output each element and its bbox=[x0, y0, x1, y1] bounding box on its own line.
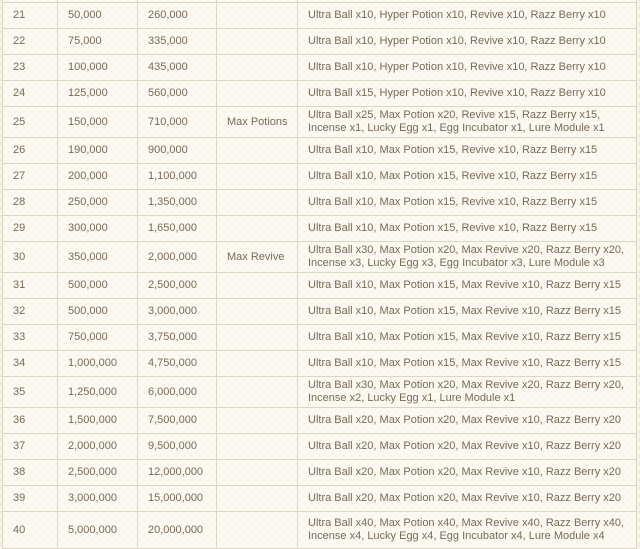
total-xp-cell: 3,000,000 bbox=[138, 299, 217, 325]
total-xp-cell: 900,000 bbox=[138, 138, 217, 164]
unlock-cell bbox=[217, 460, 298, 486]
table-row bbox=[3, 351, 637, 377]
level-cell: 28 bbox=[3, 190, 58, 216]
level-cell: 25 bbox=[3, 107, 58, 138]
xp-required-cell: 2,500,000 bbox=[58, 460, 138, 486]
level-cell: 40 bbox=[3, 512, 58, 549]
rewards-cell: Ultra Ball x30, Max Potion x20, Max Revive x20, Razz Berry x20, Incense x3, Lucky Egg x3, Egg Incubator x3, Lure Module x3 bbox=[298, 242, 637, 273]
xp-required-cell: 125,000 bbox=[58, 81, 138, 107]
xp-required-cell: 2,000,000 bbox=[58, 434, 138, 460]
total-xp-cell: 1,100,000 bbox=[138, 164, 217, 190]
xp-required-cell: 200,000 bbox=[58, 164, 138, 190]
table-row bbox=[3, 81, 637, 107]
xp-required-cell: 1,000,000 bbox=[58, 351, 138, 377]
unlock-cell bbox=[217, 273, 298, 299]
total-xp-cell: 710,000 bbox=[138, 107, 217, 138]
unlock-cell bbox=[217, 164, 298, 190]
table-row bbox=[3, 55, 637, 81]
table-row bbox=[3, 164, 637, 190]
level-cell: 36 bbox=[3, 408, 58, 434]
total-xp-cell: 15,000,000 bbox=[138, 486, 217, 512]
total-xp-cell: 7,500,000 bbox=[138, 408, 217, 434]
level-cell: 32 bbox=[3, 299, 58, 325]
unlock-cell bbox=[217, 434, 298, 460]
unlock-cell bbox=[217, 29, 298, 55]
xp-required-cell: 500,000 bbox=[58, 273, 138, 299]
level-cell: 29 bbox=[3, 216, 58, 242]
rewards-cell: Ultra Ball x40, Max Potion x40, Max Revive x40, Razz Berry x40, Incense x4, Lucky Egg x4, Egg Incubator x4, Lure Module x4 bbox=[298, 512, 637, 549]
unlock-cell bbox=[217, 377, 298, 408]
total-xp-cell: 6,000,000 bbox=[138, 377, 217, 408]
table-row bbox=[3, 29, 637, 55]
level-cell: 35 bbox=[3, 377, 58, 408]
rewards-cell: Ultra Ball x15, Hyper Potion x10, Revive x10, Razz Berry x10 bbox=[298, 81, 637, 107]
xp-required-cell: 250,000 bbox=[58, 190, 138, 216]
table-row bbox=[3, 273, 637, 299]
table-row bbox=[3, 242, 637, 273]
rewards-cell: Ultra Ball x10, Max Potion x15, Revive x10, Razz Berry x15 bbox=[298, 164, 637, 190]
unlock-cell: Max Potions bbox=[217, 107, 298, 138]
level-cell: 22 bbox=[3, 29, 58, 55]
table-row bbox=[3, 377, 637, 408]
xp-required-cell: 500,000 bbox=[58, 299, 138, 325]
rewards-cell: Ultra Ball x10, Hyper Potion x10, Revive x10, Razz Berry x10 bbox=[298, 55, 637, 81]
xp-required-cell: 150,000 bbox=[58, 107, 138, 138]
rewards-cell: Ultra Ball x20, Max Potion x20, Max Revive x10, Razz Berry x20 bbox=[298, 486, 637, 512]
level-cell: 37 bbox=[3, 434, 58, 460]
xp-required-cell: 1,250,000 bbox=[58, 377, 138, 408]
rewards-cell: Ultra Ball x10, Max Potion x15, Max Revive x10, Razz Berry x15 bbox=[298, 351, 637, 377]
total-xp-cell: 20,000,000 bbox=[138, 512, 217, 549]
rewards-cell: Ultra Ball x10, Hyper Potion x10, Revive x10, Razz Berry x10 bbox=[298, 3, 637, 29]
unlock-cell bbox=[217, 55, 298, 81]
level-cell: 26 bbox=[3, 138, 58, 164]
xp-required-cell: 750,000 bbox=[58, 325, 138, 351]
rewards-cell: Ultra Ball x10, Hyper Potion x10, Revive x10, Razz Berry x10 bbox=[298, 29, 637, 55]
xp-required-cell: 350,000 bbox=[58, 242, 138, 273]
table-row bbox=[3, 486, 637, 512]
table-row bbox=[3, 512, 637, 549]
level-cell: 34 bbox=[3, 351, 58, 377]
level-cell: 27 bbox=[3, 164, 58, 190]
xp-required-cell: 5,000,000 bbox=[58, 512, 138, 549]
table-row bbox=[3, 434, 637, 460]
rewards-cell: Ultra Ball x20, Max Potion x20, Max Revive x10, Razz Berry x20 bbox=[298, 408, 637, 434]
level-cell: 33 bbox=[3, 325, 58, 351]
rewards-cell: Ultra Ball x10, Max Potion x15, Revive x10, Razz Berry x15 bbox=[298, 190, 637, 216]
unlock-cell bbox=[217, 3, 298, 29]
xp-required-cell: 1,500,000 bbox=[58, 408, 138, 434]
total-xp-cell: 2,500,000 bbox=[138, 273, 217, 299]
unlock-cell bbox=[217, 486, 298, 512]
level-cell: 23 bbox=[3, 55, 58, 81]
trainer-level-rewards-table bbox=[2, 0, 637, 549]
total-xp-cell: 4,750,000 bbox=[138, 351, 217, 377]
unlock-cell bbox=[217, 216, 298, 242]
xp-required-cell: 300,000 bbox=[58, 216, 138, 242]
total-xp-cell: 335,000 bbox=[138, 29, 217, 55]
level-cell: 24 bbox=[3, 81, 58, 107]
level-cell: 30 bbox=[3, 242, 58, 273]
unlock-cell bbox=[217, 138, 298, 164]
table-row bbox=[3, 408, 637, 434]
total-xp-cell: 1,650,000 bbox=[138, 216, 217, 242]
level-cell: 38 bbox=[3, 460, 58, 486]
rewards-cell: Ultra Ball x25, Max Potion x20, Revive x15, Razz Berry x15, Incense x1, Lucky Egg x1, Egg Incubator x1, Lure Module x1 bbox=[298, 107, 637, 138]
xp-required-cell: 190,000 bbox=[58, 138, 138, 164]
rewards-cell: Ultra Ball x20, Max Potion x20, Max Revive x10, Razz Berry x20 bbox=[298, 434, 637, 460]
unlock-cell bbox=[217, 190, 298, 216]
rewards-cell: Ultra Ball x10, Max Potion x15, Max Revive x10, Razz Berry x15 bbox=[298, 325, 637, 351]
unlock-cell bbox=[217, 351, 298, 377]
total-xp-cell: 3,750,000 bbox=[138, 325, 217, 351]
total-xp-cell: 12,000,000 bbox=[138, 460, 217, 486]
unlock-cell: Max Revive bbox=[217, 242, 298, 273]
rewards-cell: Ultra Ball x20, Max Potion x20, Max Revive x10, Razz Berry x20 bbox=[298, 460, 637, 486]
unlock-cell bbox=[217, 325, 298, 351]
total-xp-cell: 435,000 bbox=[138, 55, 217, 81]
total-xp-cell: 9,500,000 bbox=[138, 434, 217, 460]
table-row bbox=[3, 3, 637, 29]
total-xp-cell: 1,350,000 bbox=[138, 190, 217, 216]
xp-required-cell: 3,000,000 bbox=[58, 486, 138, 512]
unlock-cell bbox=[217, 408, 298, 434]
level-cell: 39 bbox=[3, 486, 58, 512]
table-row bbox=[3, 460, 637, 486]
total-xp-cell: 2,000,000 bbox=[138, 242, 217, 273]
total-xp-cell: 260,000 bbox=[138, 3, 217, 29]
xp-required-cell: 75,000 bbox=[58, 29, 138, 55]
table-body bbox=[3, 0, 637, 549]
rewards-cell: Ultra Ball x10, Max Potion x15, Max Revive x10, Razz Berry x15 bbox=[298, 299, 637, 325]
unlock-cell bbox=[217, 512, 298, 549]
xp-required-cell: 100,000 bbox=[58, 55, 138, 81]
unlock-cell bbox=[217, 81, 298, 107]
table-row bbox=[3, 138, 637, 164]
total-xp-cell: 560,000 bbox=[138, 81, 217, 107]
table-row bbox=[3, 107, 637, 138]
table-row bbox=[3, 325, 637, 351]
level-cell: 31 bbox=[3, 273, 58, 299]
table-row bbox=[3, 216, 637, 242]
rewards-cell: Ultra Ball x10, Max Potion x15, Revive x10, Razz Berry x15 bbox=[298, 216, 637, 242]
rewards-cell: Ultra Ball x10, Max Potion x15, Revive x10, Razz Berry x15 bbox=[298, 138, 637, 164]
xp-required-cell: 50,000 bbox=[58, 3, 138, 29]
table-row bbox=[3, 190, 637, 216]
rewards-cell: Ultra Ball x10, Max Potion x15, Max Revive x10, Razz Berry x15 bbox=[298, 273, 637, 299]
rewards-cell: Ultra Ball x30, Max Potion x20, Max Revive x20, Razz Berry x20, Incense x2, Lucky Egg x1, Lure Module x1 bbox=[298, 377, 637, 408]
table-row bbox=[3, 299, 637, 325]
level-cell: 21 bbox=[3, 3, 58, 29]
unlock-cell bbox=[217, 299, 298, 325]
